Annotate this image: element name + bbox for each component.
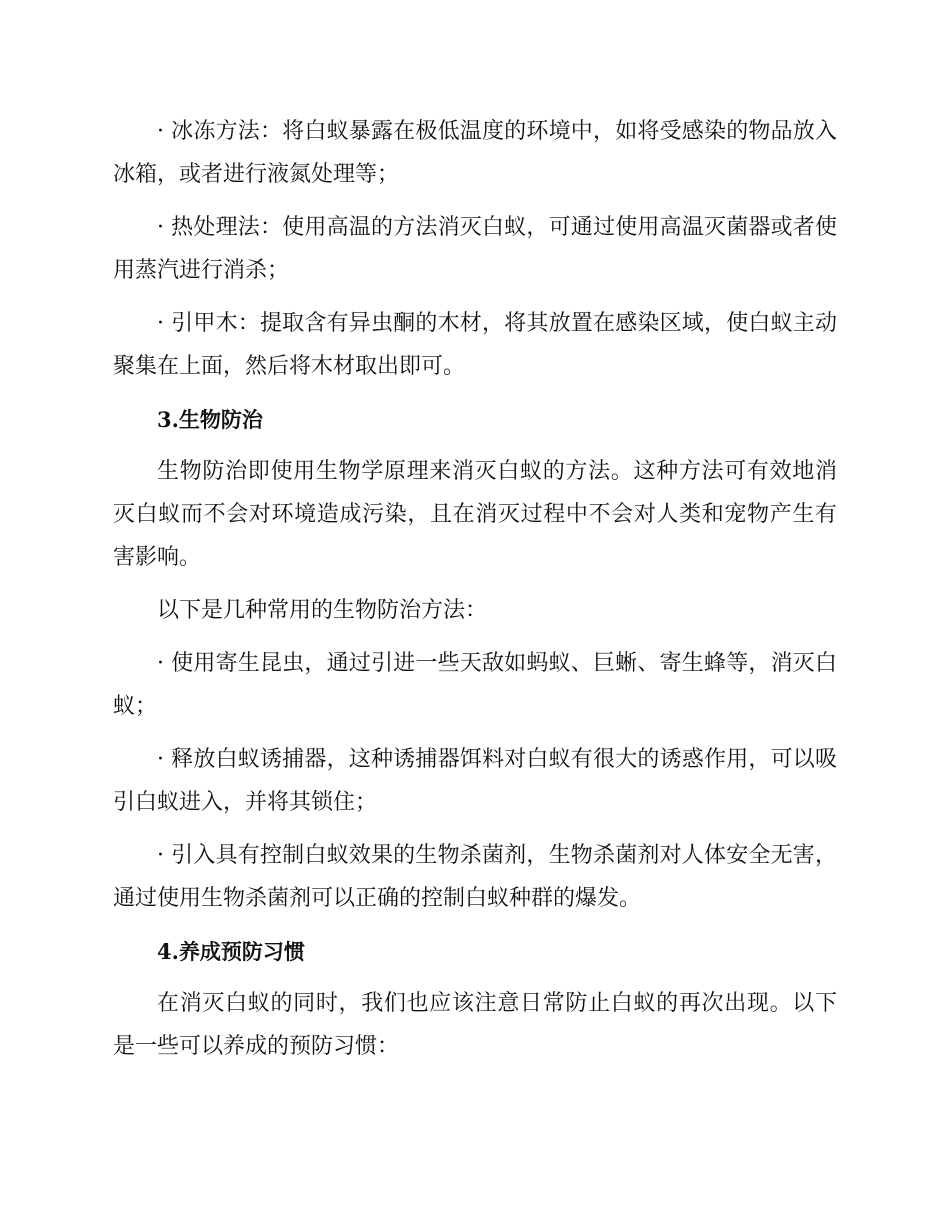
bullet-traps: · 释放白蚁诱捕器，这种诱捕器饵料对白蚁有很大的诱惑作用，可以吸引白蚁进入，并将其锁住； xyxy=(113,747,837,815)
bullet-parasitic-insects: · 使用寄生昆虫，通过引进一些天敌如蚂蚁、巨蜥、寄生蜂等，消灭白蚁； xyxy=(113,651,837,719)
bullet-heat-treatment: · 热处理法：使用高温的方法消灭白蚁，可通过使用高温灭菌器或者使用蒸汽进行消杀； xyxy=(113,215,837,283)
section-heading-biological-control: 3.生物防治 xyxy=(157,407,263,432)
paragraph-biological-control-intro: 生物防治即使用生物学原理来消灭白蚁的方法。这种方法可有效地消灭白蚁而不会对环境造成污染，且在消灭过程中不会对人类和宠物产生有害影响。 xyxy=(113,459,837,570)
paragraph-methods-lead: 以下是几种常用的生物防治方法： xyxy=(157,598,488,623)
bullet-freezing-method: · 冰冻方法：将白蚁暴露在极低温度的环境中，如将受感染的物品放入冰箱，或者进行液氮处理等； xyxy=(113,119,837,187)
paragraph-prevention-intro: 在消灭白蚁的同时，我们也应该注意日常防止白蚁的再次出现。以下是一些可以养成的预防习惯： xyxy=(113,991,837,1059)
bullet-biological-fungicide: · 引入具有控制白蚁效果的生物杀菌剂，生物杀菌剂对人体安全无害，通过使用生物杀菌剂可以正确的控制白蚁种群的爆发。 xyxy=(113,843,837,911)
bullet-wood-lure: · 引甲木：提取含有异虫酮的木材，将其放置在感染区域，使白蚁主动聚集在上面，然后将木材取出即可。 xyxy=(113,311,837,379)
section-heading-prevention-habits: 4.养成预防习惯 xyxy=(157,939,305,964)
